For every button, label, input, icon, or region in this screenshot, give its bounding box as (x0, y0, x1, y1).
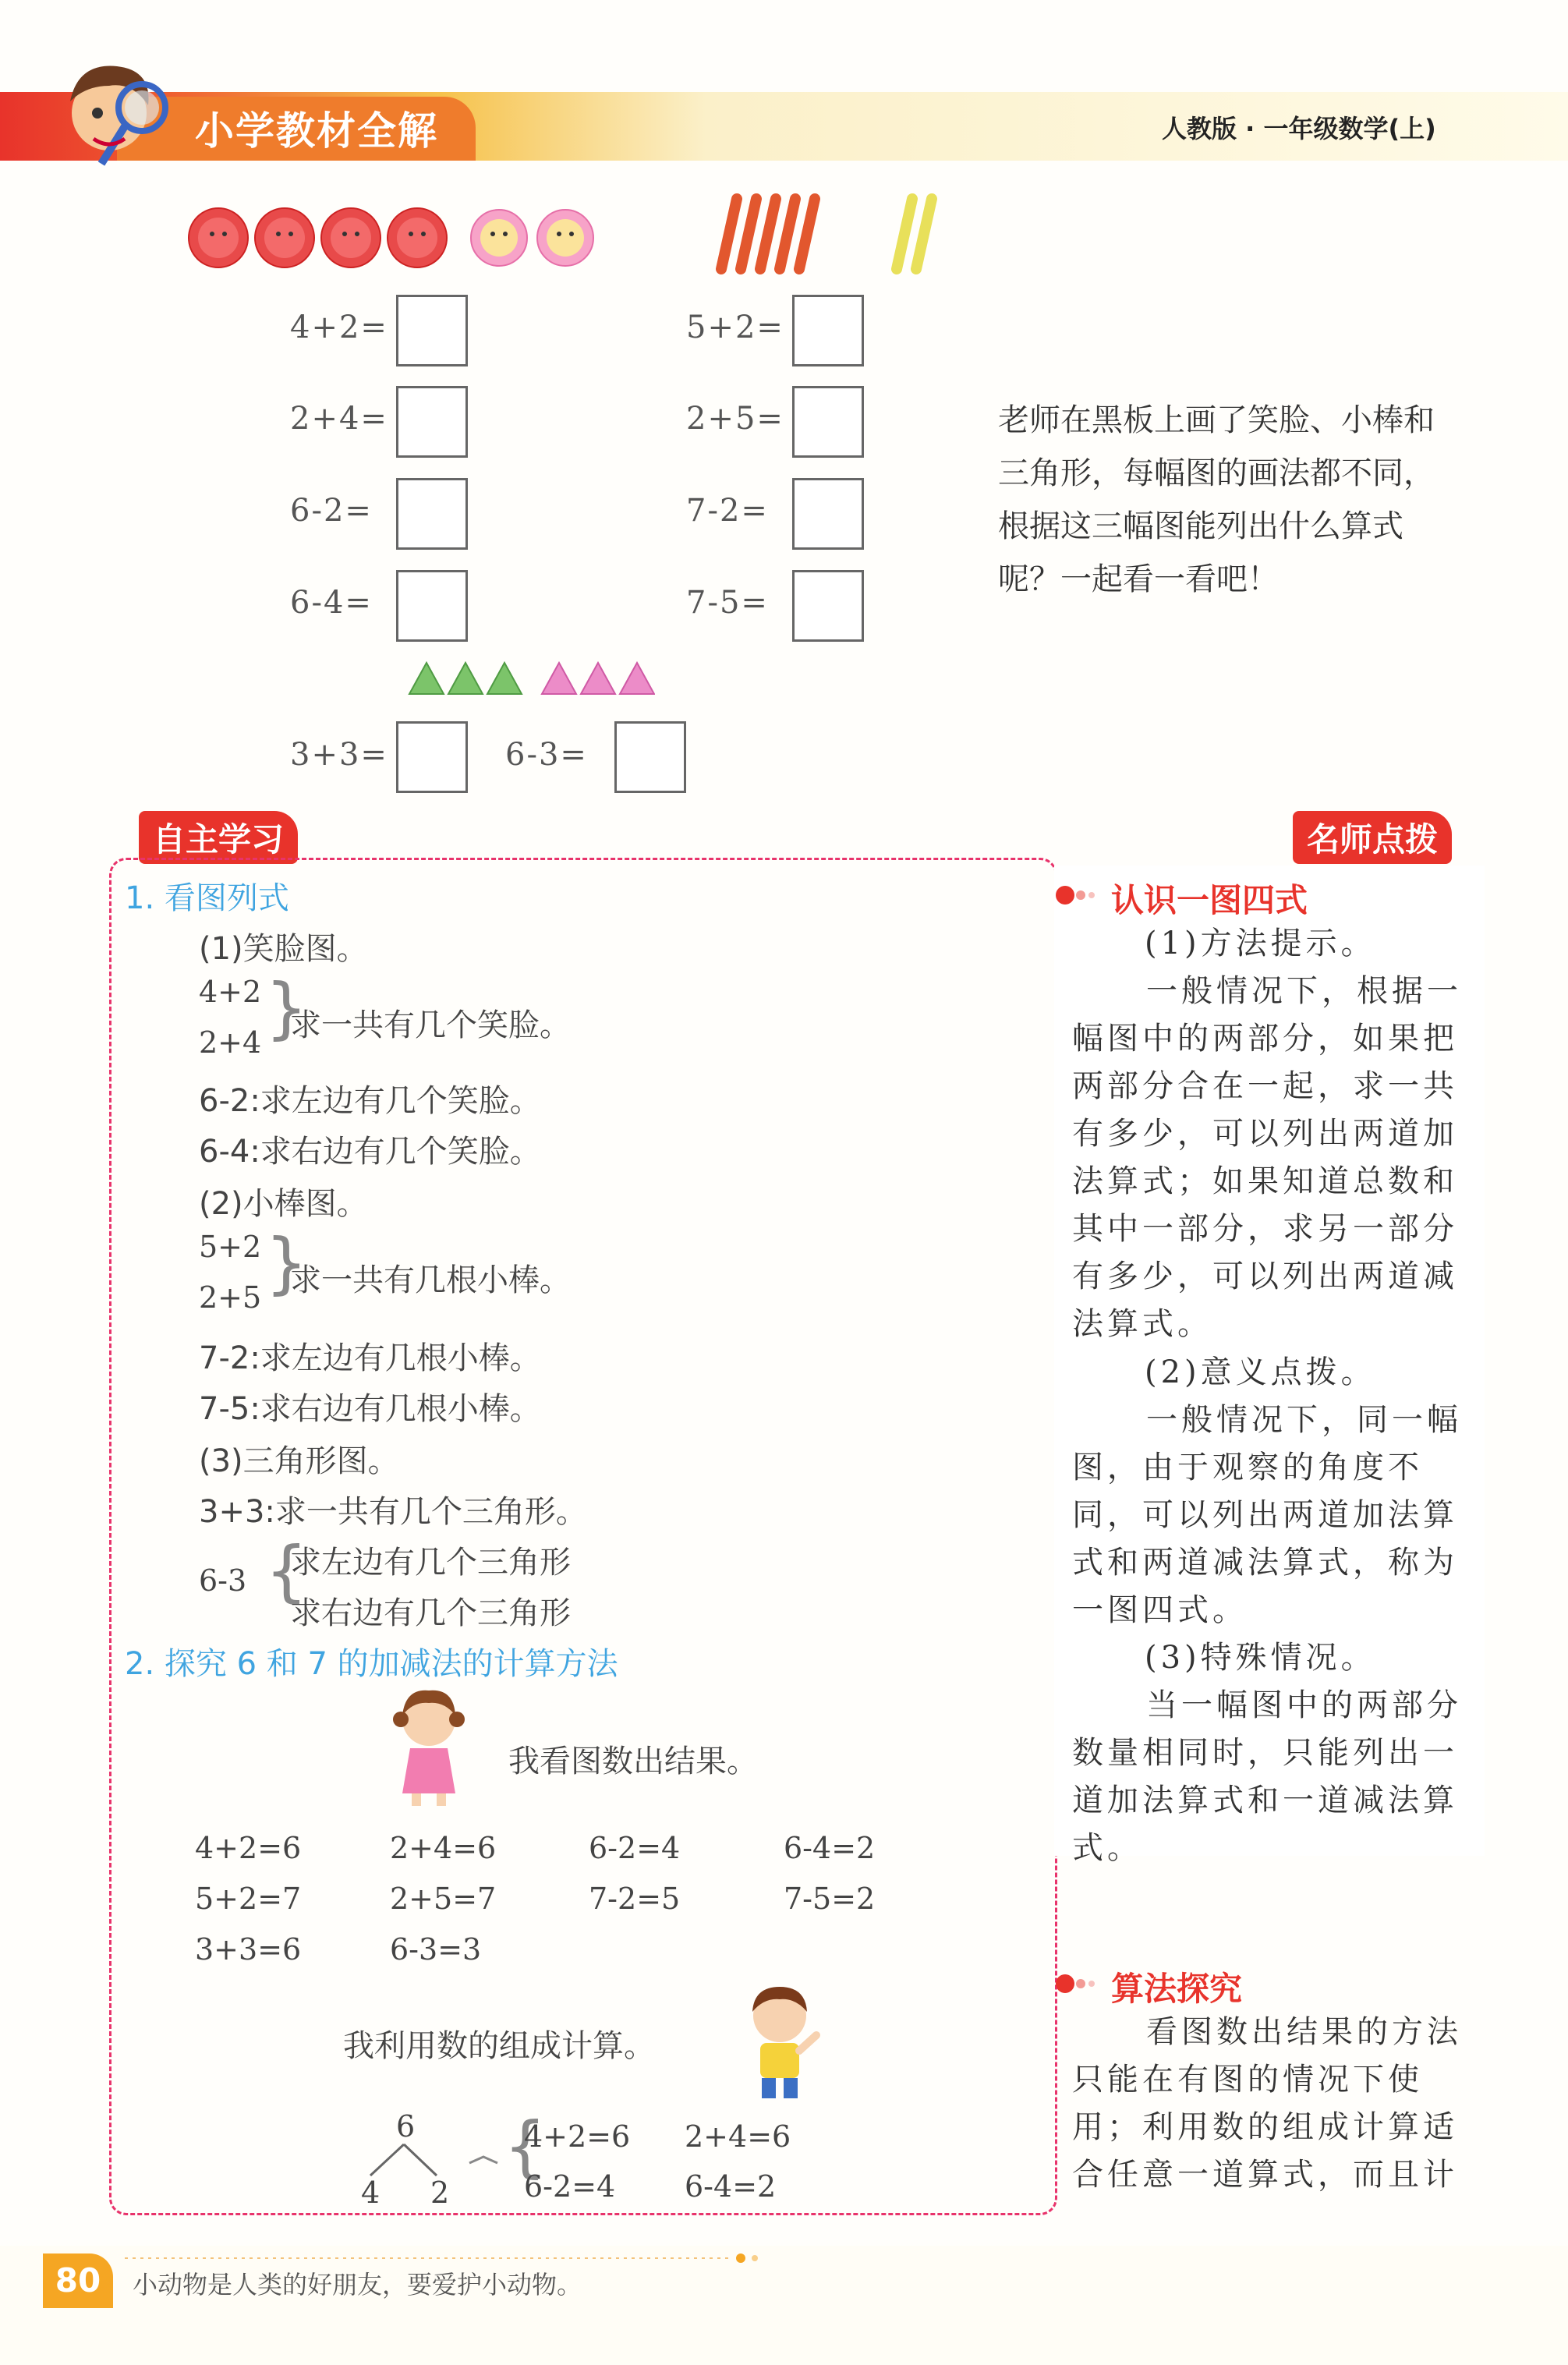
result-equation: 6-4=2 (784, 1831, 876, 1865)
answer-box[interactable] (614, 721, 686, 793)
tip-heading: 算法探究 (1111, 1970, 1243, 2008)
arrow-icon (468, 2152, 499, 2168)
answer-box[interactable] (792, 478, 864, 550)
expression: 6-3 (199, 1563, 247, 1598)
equation-label: 6-4= (290, 585, 373, 621)
line-text: 求右边有几个三角形 (290, 1595, 571, 1631)
equation-label: 2+4= (290, 401, 388, 437)
tip-subtitle: (2)意义点拨。 (1145, 1354, 1376, 1390)
line-text: 求一共有几根小棒。 (290, 1262, 571, 1298)
tip-subtitle: (3)特殊情况。 (1145, 1640, 1376, 1676)
result-equation: 2+4=6 (685, 2119, 791, 2154)
triangles-picture (405, 659, 655, 698)
bullet-icon (1054, 1968, 1101, 1999)
result-equation: 5+2=7 (195, 1882, 302, 1916)
equation-label: 7-5= (686, 585, 769, 621)
brace-icon: { (265, 1532, 308, 1610)
result-equation: 4+2=6 (524, 2119, 631, 2154)
answer-box[interactable] (396, 478, 468, 550)
self-study-panel (109, 858, 1057, 2215)
answer-box[interactable] (792, 295, 864, 366)
footer-bar (0, 2246, 1568, 2365)
equation-label: 6-3= (505, 737, 588, 773)
expression: 2+4 (199, 1025, 262, 1060)
result-equation: 2+5=7 (390, 1882, 497, 1916)
smiley-faces-picture (183, 203, 604, 281)
result-equation: 6-4=2 (685, 2169, 777, 2204)
result-equation: 7-5=2 (784, 1882, 876, 1916)
composition-total: 6 (396, 2109, 416, 2144)
tips-tag: 名师点拨 (1293, 811, 1452, 864)
footer-divider (125, 2253, 780, 2263)
self-study-tag: 自主学习 (139, 811, 298, 864)
expression: 5+2 (199, 1230, 262, 1264)
boy-speech: 我利用数的组成计算。 (343, 2028, 655, 2064)
subsection-title: (3)三角形图。 (199, 1443, 399, 1479)
equation-label: 6-2= (290, 493, 373, 529)
equation-label: 3+3= (290, 737, 388, 773)
book-title: 小学教材全解 (195, 108, 438, 154)
answer-box[interactable] (396, 386, 468, 458)
line-text: 求左边有几个三角形 (290, 1545, 571, 1581)
boy-icon (737, 1981, 823, 2105)
subsection-title: (1)笑脸图。 (199, 931, 368, 967)
tip-subtitle: (1)方法提示。 (1145, 926, 1376, 961)
line-text: 7-2:求左边有几根小棒。 (199, 1340, 541, 1376)
girl-icon (390, 1684, 468, 1809)
answer-box[interactable] (396, 721, 468, 793)
result-equation: 3+3=6 (195, 1932, 302, 1967)
result-equation: 4+2=6 (195, 1831, 302, 1865)
answer-box[interactable] (792, 386, 864, 458)
line-text: 3+3:求一共有几个三角形。 (199, 1494, 587, 1530)
tip-heading: 认识一图四式 (1111, 881, 1308, 919)
answer-box[interactable] (396, 295, 468, 366)
section-heading-2: 2. 探究 6 和 7 的加减法的计算方法 (125, 1646, 618, 1682)
section-heading-1: 1. 看图列式 (125, 880, 289, 916)
composition-part: 4 (361, 2176, 380, 2210)
expression: 4+2 (199, 975, 262, 1009)
footer-slogan: 小动物是人类的好朋友，要爱护小动物。 (133, 2270, 582, 2300)
edition-label: 人教版 · 一年级数学(上) (1162, 114, 1436, 143)
brace-icon: } (265, 969, 308, 1047)
brace-icon: } (265, 1224, 308, 1302)
equation-label: 2+5= (686, 401, 784, 437)
tip-paragraph: 一般情况下，根据一幅图中的两部分，如果把两部分合在一起，求一共有多少，可以列出两道加法算式；如果知道总数和其中一部分，求另一部分有多少，可以列出两道减法算式。 (1072, 973, 1462, 1342)
line-text: 求一共有几个笑脸。 (290, 1007, 571, 1043)
equation-label: 7-2= (686, 493, 769, 529)
line-text: 6-2:求左边有几个笑脸。 (199, 1083, 541, 1119)
equation-label: 5+2= (686, 310, 784, 345)
expression: 2+5 (199, 1280, 262, 1315)
page-number: 80 (43, 2253, 113, 2308)
result-equation: 7-2=5 (589, 1882, 681, 1916)
result-equation: 6-2=4 (589, 1831, 681, 1865)
answer-box[interactable] (792, 570, 864, 642)
story-text: 老师在黑板上画了笑脸、小棒和三角形，每幅图的画法都不同，根据这三幅图能列出什么算式呢？一起看一看吧！ (998, 402, 1435, 597)
tip-paragraph: 看图数出结果的方法只能在有图的情况下使用；利用数的组成计算适合任意一道算式，而且计 (1072, 2014, 1462, 2193)
equation-label: 4+2= (290, 310, 388, 345)
result-equation: 6-3=3 (390, 1932, 482, 1967)
result-equation: 6-2=4 (524, 2169, 616, 2204)
tip-paragraph: 当一幅图中的两部分数量相同时，只能列出一道加法算式和一道减法算式。 (1072, 1687, 1462, 1866)
bullet-icon (1054, 880, 1101, 911)
answer-box[interactable] (396, 570, 468, 642)
line-text: 6-4:求右边有几个笑脸。 (199, 1134, 541, 1170)
sticks-picture (706, 191, 963, 277)
brace-icon: { (504, 2108, 547, 2186)
girl-speech: 我看图数出结果。 (508, 1744, 758, 1779)
subsection-title: (2)小棒图。 (199, 1186, 368, 1222)
result-equation: 2+4=6 (390, 1831, 497, 1865)
tip-paragraph: 一般情况下，同一幅图，由于观察的角度不同，可以列出两道加法算式和两道减法算式，称为一图四式。 (1072, 1402, 1462, 1628)
boy-with-magnifier-icon (47, 47, 187, 172)
composition-branches-icon (359, 2140, 444, 2179)
composition-part: 2 (430, 2176, 450, 2210)
line-text: 7-5:求右边有几根小棒。 (199, 1391, 541, 1427)
